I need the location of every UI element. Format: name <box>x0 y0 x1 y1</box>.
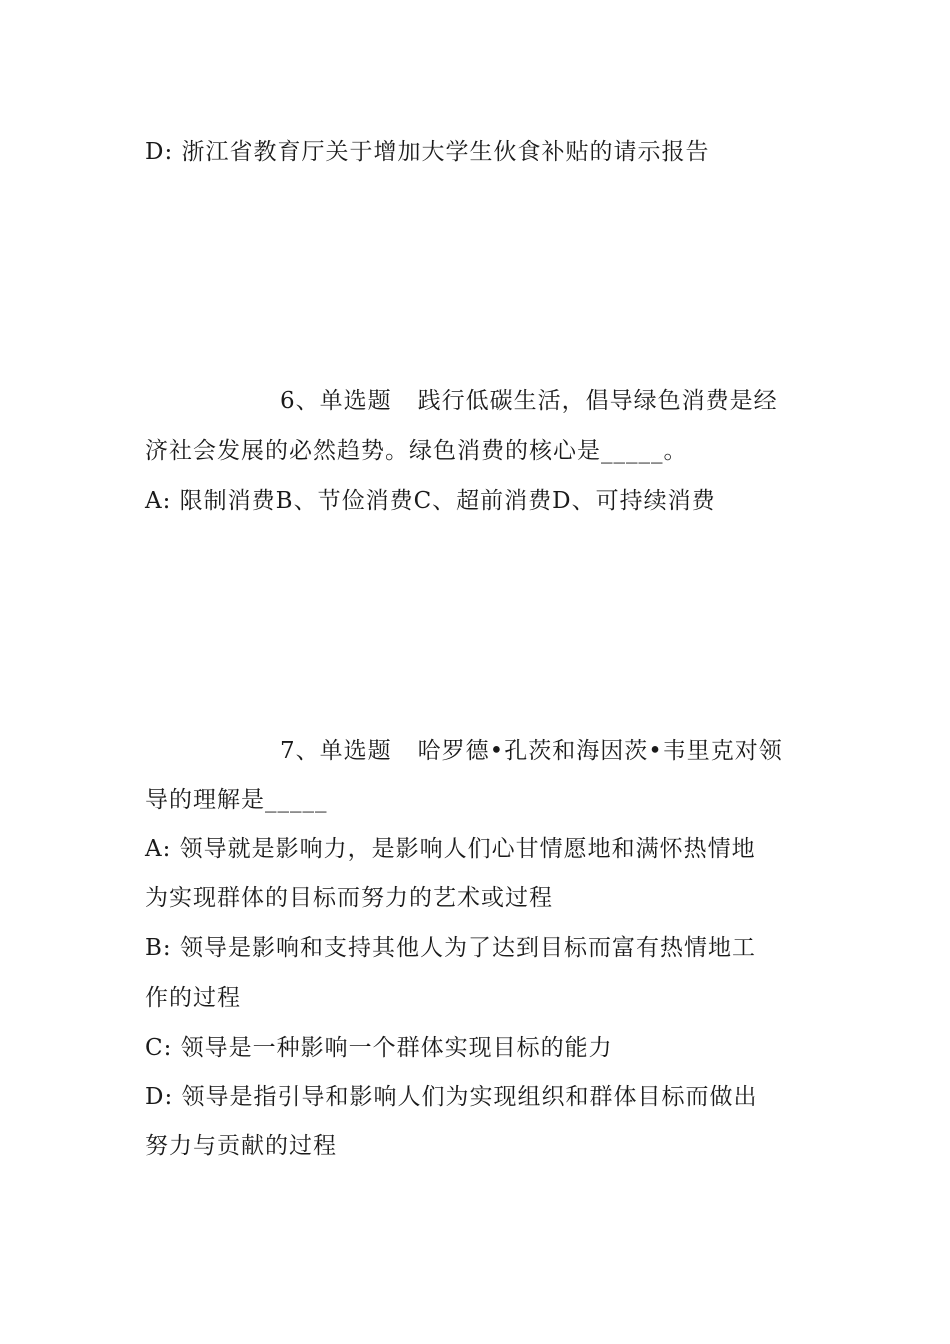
q7-option-d-line2: 努力与贡献的过程 <box>145 1133 337 1159</box>
q5-option-d: D: 浙江省教育厅关于增加大学生伙食补贴的请示报告 <box>145 139 710 165</box>
q7-option-b-line1: B: 领导是影响和支持其他人为了达到目标而富有热情地工 <box>145 935 756 961</box>
q7-option-a-line1: A: 领导就是影响力，是影响人们心甘情愿地和满怀热情地 <box>145 836 756 862</box>
q7-stem-line2: 导的理解是_____ <box>145 787 328 813</box>
q6-options: A: 限制消费B、节俭消费C、超前消费D、可持续消费 <box>145 488 716 514</box>
q6-header <box>280 384 810 418</box>
q7-number: 7、单选题 <box>280 738 392 764</box>
q7-stem-line1: 哈罗德•孔茨和海因茨•韦里克对领 <box>417 738 783 764</box>
q7-option-d-line1: D: 领导是指引导和影响人们为实现组织和群体目标而做出 <box>145 1084 758 1110</box>
q7-header <box>280 734 810 768</box>
q6-stem-line1: 践行低碳生活，倡导绿色消费是经 <box>417 388 778 414</box>
q7-option-b-line2: 作的过程 <box>145 985 241 1011</box>
q6-number: 6、单选题 <box>280 388 392 414</box>
q7-option-a-line2: 为实现群体的目标而努力的艺术或过程 <box>145 885 553 911</box>
q6-stem-line2: 济社会发展的必然趋势。绿色消费的核心是_____。 <box>145 438 688 464</box>
q7-option-c: C: 领导是一种影响一个群体实现目标的能力 <box>145 1035 613 1061</box>
